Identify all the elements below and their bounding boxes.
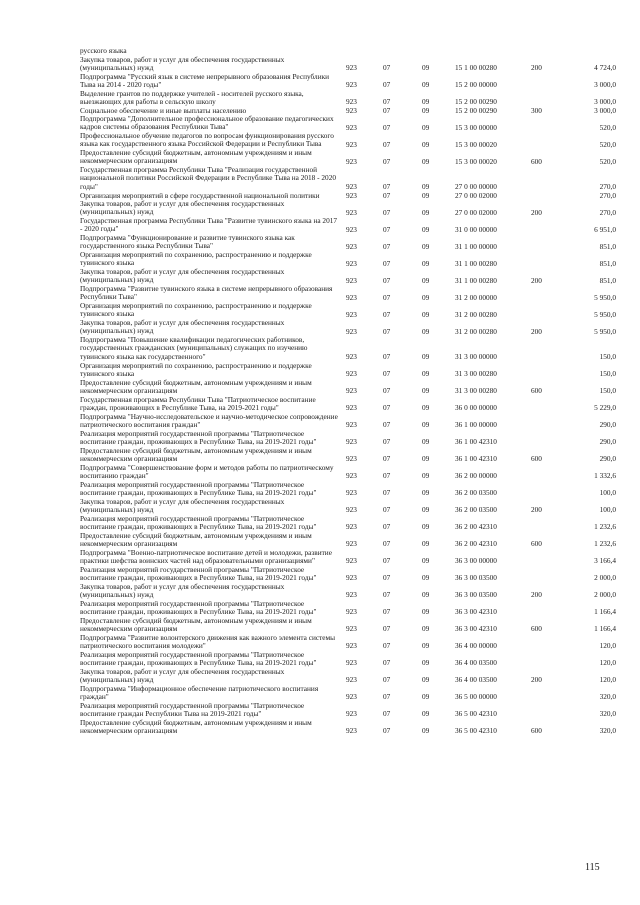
row-name: Предоставление субсидий бюджетным, автономным учреждениям и иным некоммерческим организациям bbox=[80, 149, 312, 166]
row-section-code: 07 bbox=[383, 97, 391, 107]
row-grbs-code: 923 bbox=[346, 386, 357, 396]
row-amount: 270,0 bbox=[599, 190, 616, 200]
row-name: Подпрограмма "Информационное обеспечение патриотического воспитания граждан" bbox=[80, 684, 319, 701]
row-grbs-code: 923 bbox=[346, 658, 357, 668]
row-section-code: 07 bbox=[383, 437, 391, 447]
row-name: Организация мероприятий в сфере государственной национальной политики bbox=[80, 191, 320, 200]
table-row bbox=[0, 268, 640, 285]
row-target-article: 31 1 00 00280 bbox=[455, 258, 497, 268]
row-grbs-code: 923 bbox=[346, 573, 357, 583]
row-name: Закупка товаров, работ и услуг для обеспечения государственных (муниципальных) нужд bbox=[80, 55, 285, 72]
row-name: Реализация мероприятий государственной программы "Патриотическое воспитание граждан, проживающих в Республике Тыва, на 2019-2021 годы" bbox=[80, 565, 317, 582]
table-row bbox=[0, 651, 640, 668]
row-amount: 290,0 bbox=[599, 454, 616, 464]
table-row bbox=[0, 617, 640, 634]
row-target-article: 36 4 00 03500 bbox=[455, 658, 497, 668]
row-target-article: 36 3 00 42310 bbox=[455, 624, 497, 634]
row-amount: 5 950,0 bbox=[594, 309, 616, 319]
row-name: Организация мероприятий по сохранению, распространению и поддержке тувинского языка bbox=[80, 251, 312, 268]
row-section-code: 07 bbox=[383, 607, 391, 617]
row-grbs-code: 923 bbox=[346, 624, 357, 634]
row-subsection-code: 09 bbox=[422, 658, 430, 668]
table-row bbox=[0, 362, 640, 379]
row-section-code: 07 bbox=[383, 403, 391, 413]
row-subsection-code: 09 bbox=[422, 309, 430, 319]
row-target-article: 36 3 00 00000 bbox=[455, 556, 497, 566]
row-section-code: 07 bbox=[383, 471, 391, 481]
row-subsection-code: 09 bbox=[422, 556, 430, 566]
table-row bbox=[0, 396, 640, 413]
row-amount: 5 229,0 bbox=[594, 403, 616, 413]
row-name: Предоставление субсидий бюджетным, автономным учреждениям и иным некоммерческим организациям bbox=[80, 378, 312, 395]
row-subsection-code: 09 bbox=[422, 437, 430, 447]
row-grbs-code: 923 bbox=[346, 105, 357, 115]
row-amount: 120,0 bbox=[599, 675, 616, 685]
row-subsection-code: 09 bbox=[422, 403, 430, 413]
row-amount: 1 166,4 bbox=[594, 607, 616, 617]
table-row bbox=[0, 515, 640, 532]
row-amount: 1 232,6 bbox=[594, 522, 616, 532]
row-section-code: 07 bbox=[383, 309, 391, 319]
row-subsection-code: 09 bbox=[422, 539, 430, 549]
row-amount: 3 166,4 bbox=[594, 556, 616, 566]
table-row bbox=[0, 685, 640, 702]
row-amount: 150,0 bbox=[599, 386, 616, 396]
row-grbs-code: 923 bbox=[346, 122, 357, 132]
row-amount: 1 232,6 bbox=[594, 539, 616, 549]
row-target-article: 27 0 00 02000 bbox=[455, 207, 497, 217]
row-name: Подпрограмма "Русский язык в системе непрерывного образования Республики Тыва на 2014 - 2020 годы" bbox=[80, 72, 330, 89]
row-name: Подпрограмма "Повышение квалификации педагогических работников, государственных гражданских (муниципальных) служащих по изучению тувинского языка как государственного" bbox=[80, 336, 308, 361]
row-target-article: 36 3 00 42310 bbox=[455, 607, 497, 617]
table-row bbox=[0, 668, 640, 685]
row-section-code: 07 bbox=[383, 182, 391, 192]
row-name: Подпрограмма "Военно-патриотическое воспитание детей и молодежи, развитие практики шефства воинских частей над образовательными организациями" bbox=[80, 548, 332, 565]
row-grbs-code: 923 bbox=[346, 607, 357, 617]
row-subsection-code: 09 bbox=[422, 207, 430, 217]
table-row bbox=[0, 107, 640, 116]
row-expense-type: 300 bbox=[531, 105, 542, 115]
row-section-code: 07 bbox=[383, 658, 391, 668]
row-grbs-code: 923 bbox=[346, 97, 357, 107]
row-name: Подпрограмма "Научно-исследовательское и научно-методическое сопровождение патриотического воспитания граждан" bbox=[80, 412, 338, 429]
row-grbs-code: 923 bbox=[346, 709, 357, 719]
table-row bbox=[0, 115, 640, 132]
row-grbs-code: 923 bbox=[346, 726, 357, 736]
row-name: Закупка товаров, работ и услуг для обеспечения государственных (муниципальных) нужд bbox=[80, 319, 285, 336]
row-name: Организация мероприятий по сохранению, распространению и поддержке тувинского языка bbox=[80, 302, 312, 319]
row-grbs-code: 923 bbox=[346, 139, 357, 149]
row-name: Подпрограмма "Дополнительное профессиональное образование педагогических кадров системы образования Республики Тыва" bbox=[80, 115, 334, 132]
row-subsection-code: 09 bbox=[422, 190, 430, 200]
row-expense-type: 200 bbox=[531, 275, 542, 285]
row-amount: 2 000,0 bbox=[594, 590, 616, 600]
table-row bbox=[0, 600, 640, 617]
row-amount: 520,0 bbox=[599, 156, 616, 166]
row-name: Закупка товаров, работ и услуг для обеспечения государственных (муниципальных) нужд bbox=[80, 667, 285, 684]
budget-table bbox=[0, 47, 640, 736]
row-section-code: 07 bbox=[383, 420, 391, 430]
row-amount: 1 166,4 bbox=[594, 624, 616, 634]
table-row bbox=[0, 251, 640, 268]
row-name: Реализация мероприятий государственной программы "Патриотическое воспитание граждан Республики Тыва на 2019-2021 годы" bbox=[80, 701, 305, 718]
row-grbs-code: 923 bbox=[346, 309, 357, 319]
row-amount: 1 332,6 bbox=[594, 471, 616, 481]
row-amount: 270,0 bbox=[599, 207, 616, 217]
row-section-code: 07 bbox=[383, 241, 391, 251]
row-grbs-code: 923 bbox=[346, 190, 357, 200]
row-target-article: 15 2 00 00290 bbox=[455, 97, 497, 107]
row-section-code: 07 bbox=[383, 556, 391, 566]
row-name: Социальное обеспечение и иные выплаты населению bbox=[80, 106, 247, 115]
row-target-article: 36 3 00 03500 bbox=[455, 590, 497, 600]
table-row bbox=[0, 634, 640, 651]
table-row bbox=[0, 379, 640, 396]
row-amount: 5 950,0 bbox=[594, 326, 616, 336]
row-subsection-code: 09 bbox=[422, 241, 430, 251]
row-name: Подпрограмма "Функционирование и развитие тувинского языка как государственного языка Республики Тыва" bbox=[80, 234, 295, 251]
table-row bbox=[0, 430, 640, 447]
row-expense-type: 200 bbox=[531, 326, 542, 336]
row-target-article: 36 5 00 00000 bbox=[455, 692, 497, 702]
row-grbs-code: 923 bbox=[346, 522, 357, 532]
row-subsection-code: 09 bbox=[422, 522, 430, 532]
row-name: Реализация мероприятий государственной программы "Патриотическое воспитание граждан, проживающих в Республике Тыва, на 2019-2021 годы" bbox=[80, 514, 317, 531]
row-name: Предоставление субсидий бюджетным, автономным учреждениям и иным некоммерческим организациям bbox=[80, 616, 312, 633]
row-grbs-code: 923 bbox=[346, 505, 357, 515]
row-name: Государственная программа Республики Тыва "Развитие тувинского языка на 2017 - 2020 годы" bbox=[80, 217, 338, 234]
row-target-article: 36 4 00 03500 bbox=[455, 675, 497, 685]
row-amount: 320,0 bbox=[599, 692, 616, 702]
row-section-code: 07 bbox=[383, 675, 391, 685]
row-name: Закупка товаров, работ и услуг для обеспечения государственных (муниципальных) нужд bbox=[80, 200, 285, 217]
row-subsection-code: 09 bbox=[422, 326, 430, 336]
row-amount: 270,0 bbox=[599, 182, 616, 192]
row-target-article: 15 2 00 00000 bbox=[455, 80, 497, 90]
row-section-code: 07 bbox=[383, 505, 391, 515]
row-section-code: 07 bbox=[383, 275, 391, 285]
row-subsection-code: 09 bbox=[422, 709, 430, 719]
row-expense-type: 600 bbox=[531, 386, 542, 396]
row-grbs-code: 923 bbox=[346, 590, 357, 600]
table-row bbox=[0, 464, 640, 481]
row-name: Закупка товаров, работ и услуг для обеспечения государственных (муниципальных) нужд bbox=[80, 497, 285, 514]
row-amount: 320,0 bbox=[599, 709, 616, 719]
table-row bbox=[0, 481, 640, 498]
table-row bbox=[0, 132, 640, 149]
row-target-article: 36 4 00 00000 bbox=[455, 641, 497, 651]
row-grbs-code: 923 bbox=[346, 224, 357, 234]
row-target-article: 36 5 00 42310 bbox=[455, 709, 497, 719]
row-amount: 3 000,0 bbox=[594, 80, 616, 90]
row-section-code: 07 bbox=[383, 539, 391, 549]
table-row bbox=[0, 166, 640, 192]
row-subsection-code: 09 bbox=[422, 590, 430, 600]
row-subsection-code: 09 bbox=[422, 63, 430, 73]
row-section-code: 07 bbox=[383, 352, 391, 362]
row-grbs-code: 923 bbox=[346, 258, 357, 268]
row-section-code: 07 bbox=[383, 156, 391, 166]
row-target-article: 15 2 00 00290 bbox=[455, 105, 497, 115]
row-subsection-code: 09 bbox=[422, 352, 430, 362]
row-name: Государственная программа Республики Тыва "Реализация государственной национальной политики Российской Федерации в Республике Тыва на 2018 - 2020 годы" bbox=[80, 166, 336, 191]
row-grbs-code: 923 bbox=[346, 352, 357, 362]
row-subsection-code: 09 bbox=[422, 139, 430, 149]
row-name: Реализация мероприятий государственной программы "Патриотическое воспитание граждан, проживающих в Республике Тыва, на 2019-2021 годы" bbox=[80, 429, 317, 446]
table-row bbox=[0, 532, 640, 549]
row-grbs-code: 923 bbox=[346, 156, 357, 166]
row-expense-type: 200 bbox=[531, 207, 542, 217]
row-expense-type: 200 bbox=[531, 590, 542, 600]
row-expense-type: 600 bbox=[531, 726, 542, 736]
row-expense-type: 600 bbox=[531, 454, 542, 464]
row-grbs-code: 923 bbox=[346, 292, 357, 302]
row-subsection-code: 09 bbox=[422, 182, 430, 192]
table-row bbox=[0, 447, 640, 464]
row-subsection-code: 09 bbox=[422, 258, 430, 268]
row-target-article: 31 3 00 00000 bbox=[455, 352, 497, 362]
row-grbs-code: 923 bbox=[346, 539, 357, 549]
row-amount: 4 724,0 bbox=[594, 63, 616, 73]
row-name: Подпрограмма "Развитие тувинского языка в системе непрерывного образования Республики Тыва" bbox=[80, 285, 333, 302]
row-expense-type: 200 bbox=[531, 505, 542, 515]
row-grbs-code: 923 bbox=[346, 207, 357, 217]
table-row bbox=[0, 336, 640, 362]
row-grbs-code: 923 bbox=[346, 437, 357, 447]
row-section-code: 07 bbox=[383, 207, 391, 217]
row-amount: 851,0 bbox=[599, 258, 616, 268]
table-row bbox=[0, 47, 640, 56]
row-grbs-code: 923 bbox=[346, 556, 357, 566]
table-row bbox=[0, 73, 640, 90]
row-amount: 5 950,0 bbox=[594, 292, 616, 302]
table-row bbox=[0, 302, 640, 319]
row-target-article: 31 3 00 00280 bbox=[455, 369, 497, 379]
row-expense-type: 600 bbox=[531, 624, 542, 634]
row-section-code: 07 bbox=[383, 190, 391, 200]
row-target-article: 15 1 00 00280 bbox=[455, 63, 497, 73]
row-subsection-code: 09 bbox=[422, 488, 430, 498]
row-amount: 150,0 bbox=[599, 352, 616, 362]
row-subsection-code: 09 bbox=[422, 122, 430, 132]
row-name: Закупка товаров, работ и услуг для обеспечения государственных (муниципальных) нужд bbox=[80, 268, 285, 285]
table-row bbox=[0, 319, 640, 336]
row-section-code: 07 bbox=[383, 386, 391, 396]
row-amount: 851,0 bbox=[599, 241, 616, 251]
row-name: Государственная программа Республики Тыва "Патриотическое воспитание граждан, проживающих в Республике Тыва, на 2019-2021 годы" bbox=[80, 395, 316, 412]
table-row bbox=[0, 413, 640, 430]
row-amount: 851,0 bbox=[599, 275, 616, 285]
row-amount: 290,0 bbox=[599, 437, 616, 447]
row-subsection-code: 09 bbox=[422, 386, 430, 396]
row-subsection-code: 09 bbox=[422, 275, 430, 285]
row-subsection-code: 09 bbox=[422, 292, 430, 302]
row-target-article: 27 0 00 00000 bbox=[455, 182, 497, 192]
row-name: Подпрограмма "Развитие волонтерского движения как важного элемента системы патриотического воспитания молодежи" bbox=[80, 633, 336, 650]
row-grbs-code: 923 bbox=[346, 692, 357, 702]
row-section-code: 07 bbox=[383, 139, 391, 149]
row-target-article: 36 2 00 42310 bbox=[455, 522, 497, 532]
row-name: Реализация мероприятий государственной программы "Патриотическое воспитание граждан, проживающих в Республике Тыва, на 2019-2021 годы" bbox=[80, 650, 317, 667]
row-section-code: 07 bbox=[383, 692, 391, 702]
table-row bbox=[0, 192, 640, 201]
row-target-article: 36 3 00 03500 bbox=[455, 573, 497, 583]
row-grbs-code: 923 bbox=[346, 80, 357, 90]
row-section-code: 07 bbox=[383, 63, 391, 73]
row-expense-type: 600 bbox=[531, 156, 542, 166]
row-name: русского языка bbox=[80, 47, 127, 55]
row-subsection-code: 09 bbox=[422, 692, 430, 702]
row-target-article: 36 1 00 42310 bbox=[455, 454, 497, 464]
table-row bbox=[0, 285, 640, 302]
row-section-code: 07 bbox=[383, 454, 391, 464]
row-target-article: 36 2 00 03500 bbox=[455, 505, 497, 515]
table-row bbox=[0, 217, 640, 234]
row-section-code: 07 bbox=[383, 488, 391, 498]
row-target-article: 15 3 00 00020 bbox=[455, 139, 497, 149]
row-grbs-code: 923 bbox=[346, 420, 357, 430]
row-target-article: 31 2 00 00280 bbox=[455, 309, 497, 319]
row-target-article: 31 1 00 00000 bbox=[455, 241, 497, 251]
row-grbs-code: 923 bbox=[346, 275, 357, 285]
row-amount: 520,0 bbox=[599, 139, 616, 149]
row-section-code: 07 bbox=[383, 522, 391, 532]
row-grbs-code: 923 bbox=[346, 182, 357, 192]
row-target-article: 36 0 00 00000 bbox=[455, 403, 497, 413]
row-amount: 150,0 bbox=[599, 369, 616, 379]
row-name: Реализация мероприятий государственной программы "Патриотическое воспитание граждан, проживающих в Республике Тыва, на 2019-2021 годы" bbox=[80, 480, 317, 497]
row-name: Предоставление субсидий бюджетным, автономным учреждениям и иным некоммерческим организациям bbox=[80, 531, 312, 548]
row-section-code: 07 bbox=[383, 573, 391, 583]
table-row bbox=[0, 566, 640, 583]
row-section-code: 07 bbox=[383, 624, 391, 634]
row-grbs-code: 923 bbox=[346, 63, 357, 73]
row-subsection-code: 09 bbox=[422, 105, 430, 115]
row-name: Предоставление субсидий бюджетным, автономным учреждениям и иным некоммерческим организациям bbox=[80, 446, 312, 463]
row-amount: 320,0 bbox=[599, 726, 616, 736]
row-target-article: 36 1 00 42310 bbox=[455, 437, 497, 447]
table-row bbox=[0, 90, 640, 107]
row-subsection-code: 09 bbox=[422, 454, 430, 464]
row-subsection-code: 09 bbox=[422, 726, 430, 736]
row-name: Реализация мероприятий государственной программы "Патриотическое воспитание граждан, проживающих в Республике Тыва, на 2019-2021 годы" bbox=[80, 599, 317, 616]
row-target-article: 31 2 00 00280 bbox=[455, 326, 497, 336]
row-section-code: 07 bbox=[383, 709, 391, 719]
row-grbs-code: 923 bbox=[346, 326, 357, 336]
row-target-article: 36 2 00 03500 bbox=[455, 488, 497, 498]
row-section-code: 07 bbox=[383, 80, 391, 90]
row-name: Профессиональное обучение педагогов по вопросам функционирования русского языка как государственного языка Российской Федерации и Республики Тыва bbox=[80, 132, 334, 149]
table-row bbox=[0, 498, 640, 515]
row-expense-type: 600 bbox=[531, 539, 542, 549]
row-name: Организация мероприятий по сохранению, распространению и поддержке тувинского языка bbox=[80, 361, 312, 378]
row-subsection-code: 09 bbox=[422, 369, 430, 379]
row-subsection-code: 09 bbox=[422, 156, 430, 166]
row-section-code: 07 bbox=[383, 726, 391, 736]
row-section-code: 07 bbox=[383, 105, 391, 115]
row-subsection-code: 09 bbox=[422, 624, 430, 634]
row-section-code: 07 bbox=[383, 122, 391, 132]
row-grbs-code: 923 bbox=[346, 488, 357, 498]
row-section-code: 07 bbox=[383, 258, 391, 268]
row-target-article: 31 1 00 00280 bbox=[455, 275, 497, 285]
row-amount: 290,0 bbox=[599, 420, 616, 430]
row-target-article: 31 2 00 00000 bbox=[455, 292, 497, 302]
row-target-article: 15 3 00 00020 bbox=[455, 156, 497, 166]
row-subsection-code: 09 bbox=[422, 641, 430, 651]
row-target-article: 36 2 00 00000 bbox=[455, 471, 497, 481]
row-name: Предоставление субсидий бюджетным, автономным учреждениям и иным некоммерческим организациям bbox=[80, 718, 312, 735]
row-target-article: 31 3 00 00280 bbox=[455, 386, 497, 396]
row-grbs-code: 923 bbox=[346, 454, 357, 464]
row-section-code: 07 bbox=[383, 369, 391, 379]
row-name: Подпрограмма "Совершенствование форм и методов работы по патриотическому воспитанию граждан" bbox=[80, 463, 334, 480]
row-amount: 3 000,0 bbox=[594, 97, 616, 107]
row-amount: 120,0 bbox=[599, 658, 616, 668]
row-subsection-code: 09 bbox=[422, 505, 430, 515]
row-target-article: 27 0 00 02000 bbox=[455, 190, 497, 200]
row-subsection-code: 09 bbox=[422, 420, 430, 430]
row-grbs-code: 923 bbox=[346, 241, 357, 251]
row-subsection-code: 09 bbox=[422, 224, 430, 234]
row-grbs-code: 923 bbox=[346, 471, 357, 481]
row-target-article: 36 5 00 42310 bbox=[455, 726, 497, 736]
table-row bbox=[0, 549, 640, 566]
row-section-code: 07 bbox=[383, 641, 391, 651]
row-amount: 6 951,0 bbox=[594, 224, 616, 234]
page-number: 115 bbox=[585, 862, 600, 873]
row-amount: 120,0 bbox=[599, 641, 616, 651]
table-row bbox=[0, 702, 640, 719]
row-subsection-code: 09 bbox=[422, 607, 430, 617]
row-subsection-code: 09 bbox=[422, 97, 430, 107]
row-subsection-code: 09 bbox=[422, 675, 430, 685]
row-section-code: 07 bbox=[383, 224, 391, 234]
row-target-article: 31 0 00 00000 bbox=[455, 224, 497, 234]
row-grbs-code: 923 bbox=[346, 641, 357, 651]
row-amount: 2 000,0 bbox=[594, 573, 616, 583]
table-row bbox=[0, 719, 640, 736]
row-target-article: 36 2 00 42310 bbox=[455, 539, 497, 549]
row-subsection-code: 09 bbox=[422, 471, 430, 481]
row-expense-type: 200 bbox=[531, 63, 542, 73]
table-row bbox=[0, 583, 640, 600]
row-amount: 100,0 bbox=[599, 505, 616, 515]
row-subsection-code: 09 bbox=[422, 573, 430, 583]
row-grbs-code: 923 bbox=[346, 403, 357, 413]
table-row bbox=[0, 234, 640, 251]
row-target-article: 15 3 00 00000 bbox=[455, 122, 497, 132]
row-name: Выделение грантов по поддержке учителей - носителей русского языка, выезжающих для работы в сельскую школу bbox=[80, 89, 304, 106]
row-name: Закупка товаров, работ и услуг для обеспечения государственных (муниципальных) нужд bbox=[80, 582, 285, 599]
row-amount: 520,0 bbox=[599, 122, 616, 132]
row-section-code: 07 bbox=[383, 326, 391, 336]
row-amount: 100,0 bbox=[599, 488, 616, 498]
row-section-code: 07 bbox=[383, 590, 391, 600]
table-row bbox=[0, 56, 640, 73]
row-subsection-code: 09 bbox=[422, 80, 430, 90]
row-section-code: 07 bbox=[383, 292, 391, 302]
row-target-article: 36 1 00 00000 bbox=[455, 420, 497, 430]
row-grbs-code: 923 bbox=[346, 369, 357, 379]
row-amount: 3 000,0 bbox=[594, 105, 616, 115]
table-row bbox=[0, 149, 640, 166]
table-row bbox=[0, 200, 640, 217]
row-expense-type: 200 bbox=[531, 675, 542, 685]
row-grbs-code: 923 bbox=[346, 675, 357, 685]
